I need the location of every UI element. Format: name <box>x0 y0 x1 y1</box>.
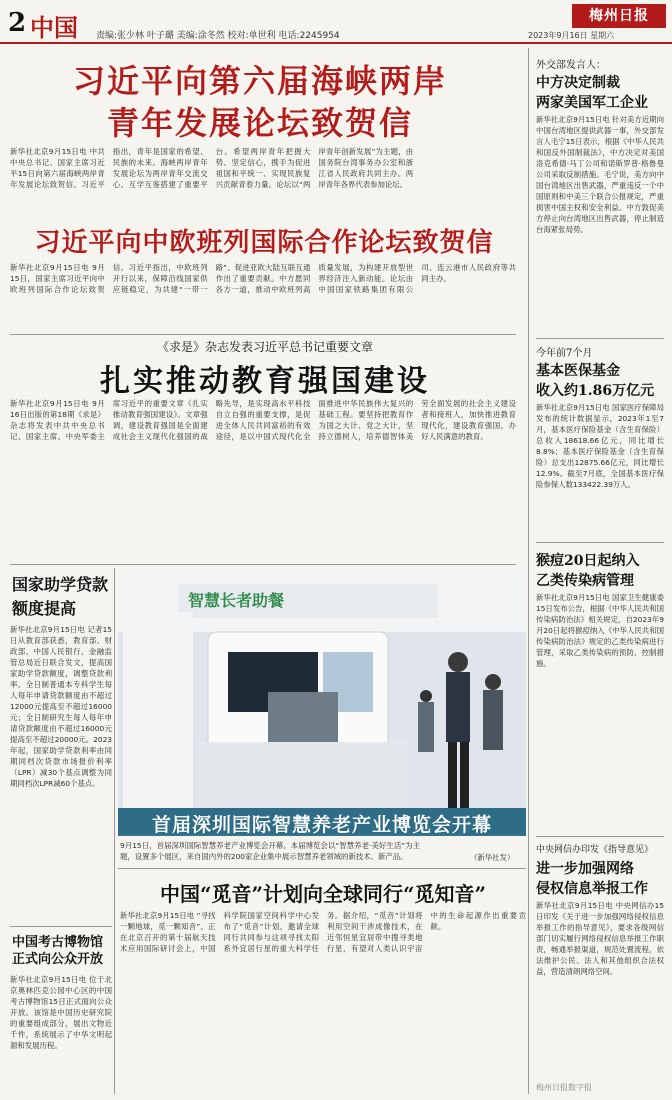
sidebar-internet-body: 新华社北京9月15日电 中央网信办15日印发《关于进一步加强网络侵权信息举报工作的指导意见》，要求各级网信部门切实履行网络侵权信息举报工作职责，畅通举报渠道，规范处置流程，依法维护公民、法人和其他组织合法权益，营造清朗网络空间。 <box>536 901 664 976</box>
expo-photo-illustration <box>118 572 526 834</box>
headline-internet-line2: 侵权信息举报工作 <box>536 881 648 897</box>
defense-subtitle: 外交部发言人： <box>536 60 606 71</box>
divider <box>10 926 112 927</box>
sidebar-monkeypox-body: 新华社北京9月15日电 国家卫生健康委15日发布公告，根据《中华人民共和国传染病防治法》相关规定，自2023年9月20日起将猴痘纳入《中华人民共和国传染病防治法》规定的乙类传染病进行管理，采取乙类传染病的预防、控制措施。 <box>536 593 664 668</box>
newspaper-logo: 梅州日报 <box>572 4 666 28</box>
headline-xi-forum-line2: 青年发展论坛致贺信 <box>106 104 413 142</box>
headline-internet-line1: 进一步加强网络 <box>536 861 634 877</box>
headline-defense-line2: 两家美国军工企业 <box>536 95 648 111</box>
headline-loans-line1: 国家助学贷款 <box>12 575 109 594</box>
headline-expo: 首届深圳国际智慧养老产业博览会开幕 <box>151 814 492 836</box>
internet-subtitle: 中央网信办印发《指导意见》 <box>536 845 654 855</box>
article-loans-body: 新华社北京9月15日电 记者15日从教育部获悉，教育部、财政部、中国人民银行、金融监管总局近日联合发文，提高国家助学贷款额度，调整贷款利率。全日制普通本专科学生每人每年申请贷款额度由不超过12000元提高至不超过16000元；全日制研究生每人每年申请贷款额度由不超过16000元提高至不超过20000元。2023年起，国家助学贷款利率由同期同档次贷款市场报价利率（LPR）减30个基点调整为同期同档次LPR减60个基点。 <box>10 625 112 788</box>
page-header <box>0 0 672 44</box>
headline-loans-line2: 额度提高 <box>12 599 77 618</box>
article-qiushi-body: 新华社北京9月15日电 9月16日出版的第18期《求是》杂志将发表中共中央总书记、国家主席、中央军委主席习近平的重要文章《扎实推动教育强国建设》。文章强调，建设教育强国是全面建成社会主义现代化强国的战略先导，是实现高水平科技自立自强的重要支撑，是促进全体人民共同富裕的有效途径，是以中国式现代化全面推进中华民族伟大复兴的基础工程。要坚持把教育作为国之大计、党之大计，坚持立德树人，培养德智体美劳全面发展的社会主义建设者和接班人，加快推进教育现代化，建设教育强国，办好人民满意的教育。 <box>10 399 516 441</box>
article-archaeology-body: 新华社北京9月15日电 位于北京奥林匹克公园中心区的中国考古博物馆15日正式面向公众开放。该馆是中国历史研究院的重要组成部分，展出文物近千件，系统展示了中华文明起源和发展历程。 <box>10 975 112 1050</box>
divider <box>10 334 516 335</box>
article-xi-forum-body: 新华社北京9月15日电 中共中央总书记、国家主席习近平15日向第六届海峡两岸青年发展论坛致贺信。习近平指出，青年是国家的希望、民族的未来。海峡两岸青年发展论坛为两岸青年交流交心、互学互鉴搭建了重要平台。希望两岸青年把握大势、坚定信心，携手为促进祖国和平统一、实现民族复兴贡献青春力量。论坛以“两岸青年创新发展”为主题，由国务院台湾事务办公室和浙江省人民政府共同主办。两岸青年各界代表参加论坛。 <box>10 147 414 189</box>
article-jueyin-body: 新华社北京9月15日电 “寻找一颗地球，觅一颗知音”。正在北京召开的第十届航天技术应用国际研讨会上，中国科学院国家空间科学中心发布了“觅音”计划，邀请全球同行共同参与这项寻找太阳系外宜居行星的重大科学任务。据介绍，“觅音”计划将利用空间干涉成像技术，在近邻恒星宜居带中搜寻类地行星，有望对人类认识宇宙中的生命起源作出重要贡献。 <box>120 911 526 953</box>
section-title: 中国 <box>30 13 78 42</box>
divider <box>536 542 664 543</box>
headline-archaeology: 中国考古博物馆正式向公众开放 <box>12 935 104 967</box>
expo-photo <box>118 572 526 834</box>
editor-credits: 责编:张少林 叶子璐 美编:涂冬然 校对:单世利 电话:2245954 <box>96 31 340 41</box>
watermark: 梅州日报数字报 <box>536 1083 592 1092</box>
pension-subtitle: 今年前7个月 <box>536 348 593 359</box>
column-rule <box>114 568 115 1094</box>
headline-qiushi: 扎实推动教育强国建设 <box>100 364 430 399</box>
divider <box>536 836 664 837</box>
sidebar-pension-body: 新华社北京9月15日电 国家医疗保障局发布的统计数据显示，2023年1至7月，基本医疗保险基金（含生育保险）总收入18618.66亿元，同比增长8.8%；基本医疗保险基金（含生育保险）总支出12875.66亿元，同比增长12.9%。截至7月底，全国基本医疗保险参保人数133422.39万人。 <box>536 403 664 489</box>
headline-jueyin: 中国“觅音”计划向全球同行“觅知音” <box>159 882 486 906</box>
headline-xi-forum-line1: 习近平向第六届海峡两岸 <box>72 62 447 100</box>
expo-banner: 智慧长者助餐 <box>188 591 285 610</box>
divider <box>536 338 664 339</box>
headline-monkeypox-line2: 乙类传染病管理 <box>536 573 634 589</box>
qiushi-subtitle: 《求是》杂志发表习近平总书记重要文章 <box>156 340 373 354</box>
headline-pension-line1: 基本医保基金 <box>536 363 620 379</box>
issue-date: 2023年9月16日 星期六 <box>528 31 615 40</box>
headline-china-europe: 习近平向中欧班列国际合作论坛致贺信 <box>34 228 494 258</box>
sidebar-defense-body: 新华社北京9月15日电 针对美方近期向中国台湾地区提供武器一事，外交部发言人毛宁15日表示，根据《中华人民共和国反外国制裁法》，中方决定对美国洛克希德·马丁公司和诺斯罗普·格鲁曼公司采取反制措施。毛宁说，美方向中国台湾地区出售武器，严重违反一个中国原则和中美三个联合公报规定，严重损害中国主权和安全利益。中方敦促美方停止向台湾地区出售武器，停止制造台海紧张局势。 <box>536 115 664 234</box>
headline-pension-line2: 收入约1.86万亿元 <box>536 383 655 399</box>
headline-defense-line1: 中方决定制裁 <box>536 75 620 91</box>
expo-photo-credit: （新华社发） <box>470 853 515 862</box>
divider <box>10 564 516 565</box>
expo-caption: 9月15日，首届深圳国际智慧养老产业博览会开幕。本届博览会以“智慧养老·美好生活”为主题，设置多个展区，来自国内外的200家企业集中展示智慧养老领域的新技术、新产品。 <box>120 841 420 861</box>
divider <box>118 868 526 869</box>
sidebar-rule <box>528 48 529 1094</box>
headline-monkeypox-line1: 猴痘20日起纳入 <box>536 553 640 569</box>
page-number: 2 <box>8 8 27 38</box>
article-china-europe-body: 新华社北京9月15日电 9月15日，国家主席习近平向中欧班列国际合作论坛致贺信。习近平指出，中欧班列开行以来，保障沿线国家供应链稳定，为共建“一带一路”、促进亚欧大陆互联互通作出了重要贡献。中方愿同各方一道，推动中欧班列高质量发展，为构建开放型世界经济注入新动能。论坛由中国国家铁路集团有限公司、连云港市人民政府等共同主办。 <box>10 263 516 294</box>
